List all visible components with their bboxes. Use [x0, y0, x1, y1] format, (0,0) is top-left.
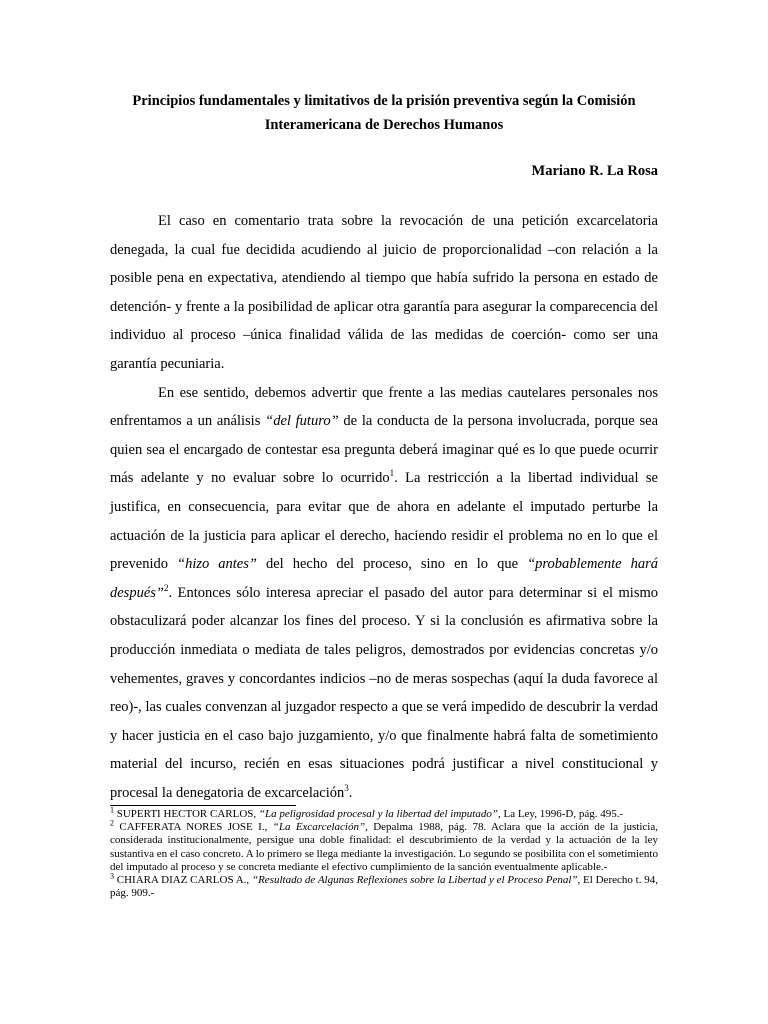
footnote-text: , La Ley, 1996-D, pág. 495.- [497, 808, 624, 820]
document-title [110, 89, 658, 137]
paragraph-2 [110, 379, 658, 808]
paragraph-2-text: . [348, 784, 353, 801]
author-name: Mariano R. La Rosa [531, 163, 658, 179]
paragraph-2-text: . La restricción a la libertad individual se justifica, en consecuencia, para evitar que de ahora en adelante el imputado perturbe la actuación de la justicia para aplicar el derecho, haciendo residir el problema no en lo que el prevenido [110, 470, 658, 573]
paragraph-2-text: de la conducta de la persona involucrada, porque sea quien sea el encargado de contestar esa pregunta deberá imaginar qué es lo que puede ocurrir más adelante y no evaluar sobre lo ocurrido [110, 413, 659, 487]
footnote-title: “La peligrosidad procesal y la libertad del imputado” [258, 808, 498, 820]
quote-hizo-antes: “hizo antes” [177, 556, 257, 573]
footnote-title: “Resultado de Algunas Reflexiones sobre la Libertad y el Proceso Penal” [251, 874, 578, 887]
paragraph-1: El caso en comentario trata sobre la revocación de una petición excarcelatoria denegada, la cual fue decidida acudiendo al juicio de proporcionalidad –con relación a la posible pena en expectativa, atendiendo al tiempo que había sufrido la persona en estado de detención- y frente a la posibilidad de aplicar otra garantía para asegurar la comparecencia del individuo al proceso –única finalidad válida de las medidas de coerción- como ser una garantía pecuniaria. [110, 213, 658, 372]
footnote-ref-1: 1 [389, 468, 395, 479]
document-body [110, 207, 658, 807]
footnote-text: , Depalma 1988, pág. 78. Aclara que la acción de la justicia, considerada institucionalmente, persigue una doble finalidad: el descubrimiento de la verdad y la actuación de la ley sustantiva en el caso concreto. A lo primero se llega mediante la investigación. Lo segundo se posibilita con el sometimiento del imputado al proceso y se concreta mediante el efectivo cumplimiento de la sanción eventualmente aplicable.- [110, 821, 658, 873]
footnote-text: CHIARA DIAZ CARLOS A., [114, 874, 252, 887]
paragraph-2-text: En ese sentido, debemos advertir que frente a las medias cautelares personales nos enfrentamos a un análisis [110, 384, 658, 430]
quote-probablemente: “probablemente hará después” [110, 556, 658, 601]
footnote-3 [110, 871, 658, 900]
footnote-1 [110, 805, 658, 821]
footnote-number: 3 [110, 871, 114, 881]
footnote-text: SUPERTI HECTOR CARLOS, [114, 808, 259, 820]
footnotes [110, 805, 658, 900]
paragraph-2-text: . Entonces sólo interesa apreciar el pasado del autor para determinar si el mismo obstaculizará poder alcanzar los fines del proceso. Y si la conclusión es afirmativa sobre la producción inmediata o mediata de tales peligros, demostrados por evidencias concretas y/o vehementes, graves y concordantes indicios –no de meras sospechas (aquí la duda favorece al reo)-, las cuales convenzan al juzgador respecto a que se verá impedido de descubrir la verdad y hacer justicia en el caso bajo juzgamiento, y/o que finalmente habrá falta de sometimiento material del incurso, recién en esas situaciones podrá justificar a nivel constitucional y procesal la denegatoria de excarcelación [110, 584, 658, 801]
footnote-text: CAFFERATA NORES JOSE I., [114, 821, 273, 834]
footnote-text: , El Derecho t. 94, pág. 909.- [110, 874, 658, 900]
footnote-title: “La Excarcelación” [272, 821, 366, 834]
quote-del-futuro: “del futuro” [265, 413, 339, 430]
paragraph-2-text: del hecho del proceso, sino en lo que [256, 556, 528, 573]
footnote-ref-3: 3 [344, 783, 349, 794]
footnote-separator [110, 805, 296, 806]
title-line-2: Interamericana de Derechos Humanos [264, 117, 504, 133]
footnote-number: 1 [110, 805, 114, 815]
footnote-number: 2 [110, 818, 114, 828]
footnote-ref-2: 2 [163, 582, 169, 593]
title-line-1: Principios fundamentales y limitativos de la prisión preventiva según la Comisión [132, 93, 636, 109]
footnote-2 [110, 818, 658, 874]
